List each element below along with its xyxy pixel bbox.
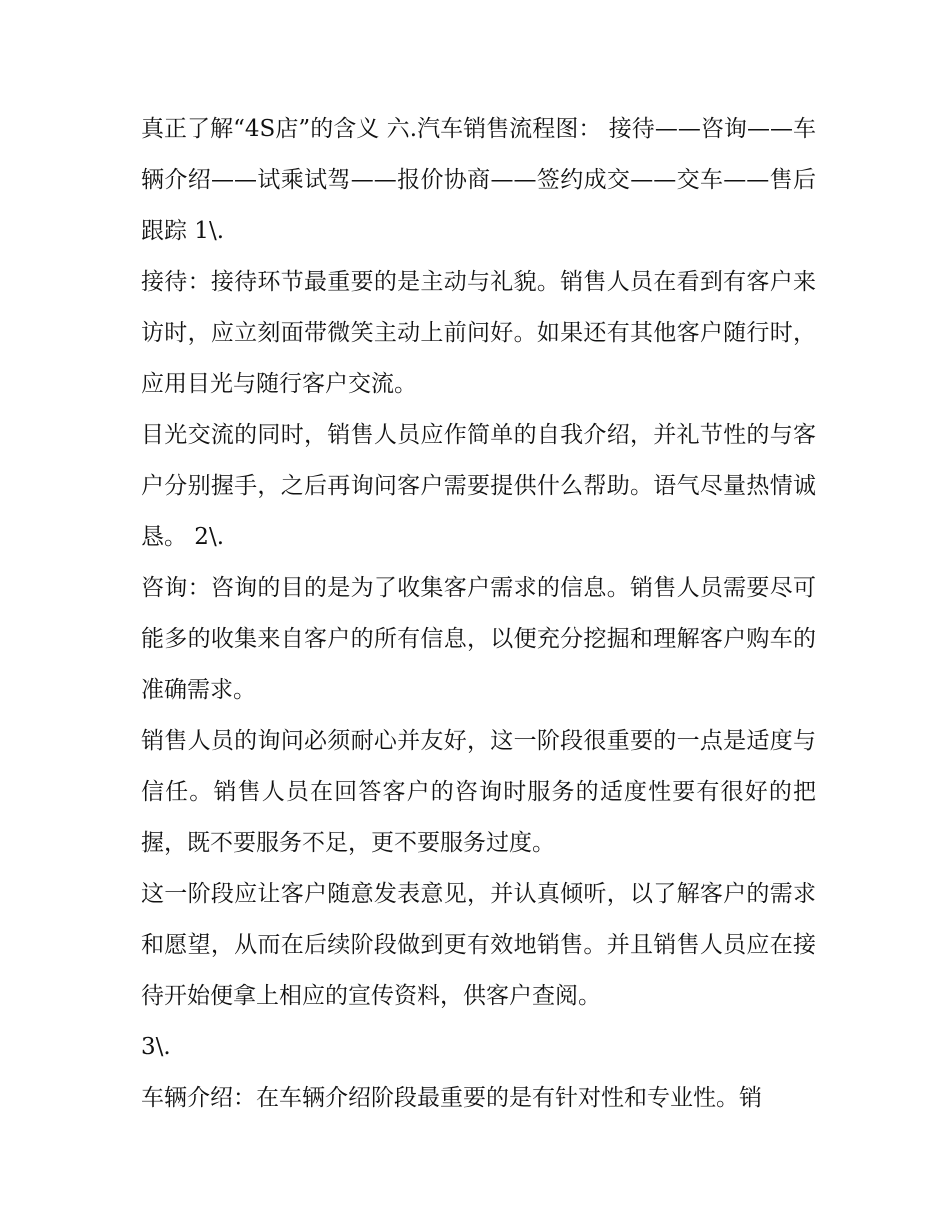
paragraph-reception-2: 目光交流的同时，销售人员应作简单的自我介绍，并礼节性的与客户分别握手，之后再询问客户需要提供什么帮助。语气尽量热情诚恳。 2\. bbox=[141, 422, 816, 550]
paragraph-section-number: 3\. bbox=[141, 1034, 171, 1060]
paragraph-consultation-2: 销售人员的询问必须耐心并友好，这一阶段很重要的一点是适度与信任。销售人员在回答客户的咨询时服务的适度性要有很好的把握，既不要服务不足，更不要服务过度。 bbox=[141, 728, 816, 856]
paragraph-vehicle-intro: 车辆介绍：在车辆介绍阶段最重要的是有针对性和专业性。销 bbox=[141, 1085, 762, 1111]
paragraph-consultation-3: 这一阶段应让客户随意发表意见，并认真倾听，以了解客户的需求和愿望，从而在后续阶段做到更有效地销售。并且销售人员应在接待开始便拿上相应的宣传资料，供客户查阅。 bbox=[141, 881, 816, 1009]
paragraph-intro-flowchart: 真正了解“4S店”的含义 六.汽车销售流程图： 接待——咨询——车辆介绍——试乘试驾——报价协商——签约成交——交车——售后跟踪 1\. bbox=[141, 116, 816, 244]
paragraph-reception-1: 接待：接待环节最重要的是主动与礼貌。销售人员在看到有客户来访时，应立刻面带微笑主动上前问好。如果还有其他客户随行时，应用目光与随行客户交流。 bbox=[141, 269, 816, 397]
paragraph-consultation-1: 咨询：咨询的目的是为了收集客户需求的信息。销售人员需要尽可能多的收集来自客户的所有信息，以便充分挖掘和理解客户购车的准确需求。 bbox=[141, 575, 816, 703]
document-body bbox=[141, 104, 816, 1124]
